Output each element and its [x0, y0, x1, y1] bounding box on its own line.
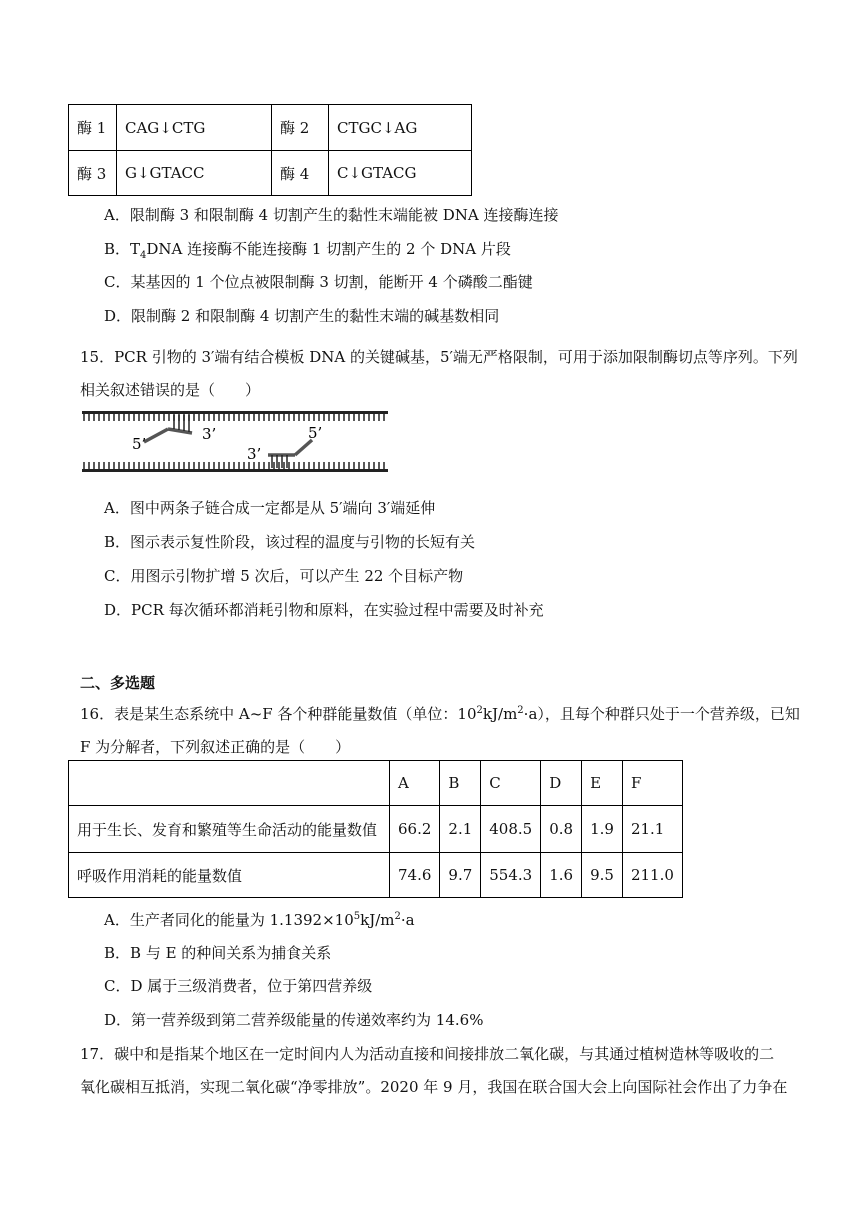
- q16-option-a-pre: A．生产者同化的能量为 1.1392×10: [104, 911, 354, 929]
- q14-option-b-sub: 4: [140, 250, 147, 261]
- q16-option-c: C．D 属于三级消费者，位于第四营养级: [104, 977, 373, 995]
- bottom-template-strand: [82, 462, 388, 472]
- energy-row1-e: 1.9: [582, 806, 623, 853]
- q16-option-d: D．第一营养级到第二营养级能量的传递效率约为 14.6%: [104, 1011, 484, 1029]
- enzyme-1-name: 酶 1: [69, 105, 117, 151]
- energy-table: [68, 760, 683, 898]
- energy-header-f: F: [622, 761, 682, 806]
- section2-title: 二、多选题: [80, 674, 156, 692]
- energy-row1-d: 0.8: [541, 806, 582, 853]
- q16-option-a-sup: 5: [353, 911, 361, 922]
- energy-row2-label: 呼吸作用消耗的能量数值: [69, 853, 390, 898]
- table-row: [69, 853, 683, 898]
- energy-row2-c: 554.3: [481, 853, 541, 898]
- energy-row2-e: 9.5: [582, 853, 623, 898]
- energy-header-blank: [69, 761, 390, 806]
- energy-row1-b: 2.1: [440, 806, 481, 853]
- q16-stem-pre: 16．表是某生态系统中 A~F 各个种群能量数值（单位：10: [80, 705, 477, 723]
- energy-row2-f: 211.0: [622, 853, 682, 898]
- q15-option-d: D．PCR 每次循环都消耗引物和原料，在实验过程中需要及时补充: [104, 601, 544, 619]
- pcr-figure: [80, 407, 390, 477]
- energy-row1-c: 408.5: [481, 806, 541, 853]
- q16-stem-line1: [80, 703, 800, 724]
- energy-table-header: [69, 761, 683, 806]
- enzyme-2-name: 酶 2: [272, 105, 329, 151]
- q16-stem-post: ·a），且每个种群只处于一个营养级，已知: [523, 705, 800, 723]
- enzyme-1-site: CAG↓CTG: [117, 105, 272, 151]
- energy-header-d: D: [541, 761, 582, 806]
- q14-option-a: A．限制酶 3 和限制酶 4 切割产生的黏性末端能被 DNA 连接酶连接: [104, 206, 559, 224]
- q14-option-d: D．限制酶 2 和限制酶 4 切割产生的黏性末端的碱基数相同: [104, 307, 500, 325]
- energy-row1-f: 21.1: [622, 806, 682, 853]
- top-primer: [144, 415, 192, 442]
- q17-line1: 17．碳中和是指某个地区在一定时间内人为活动直接和间接排放二氧化碳，与其通过植树造林等吸收的二: [80, 1045, 775, 1063]
- energy-row1-label: 用于生长、发育和繁殖等生命活动的能量数值: [69, 806, 390, 853]
- q14-option-b-pre: B．T: [104, 240, 141, 258]
- q16-stem-line2: F 为分解者，下列叙述正确的是（ ）: [80, 738, 351, 756]
- energy-row2-b: 9.7: [440, 853, 481, 898]
- enzyme-4-name: 酶 4: [272, 151, 329, 196]
- q15-option-c: C．用图示引物扩增 5 次后，可以产生 22 个目标产物: [104, 567, 464, 585]
- label-5-top: 5’: [132, 435, 147, 453]
- q14-option-c: C．某基因的 1 个位点被限制酶 3 切割，能断开 4 个磷酸二酯键: [104, 273, 533, 291]
- label-3-top: 3’: [202, 425, 217, 443]
- q14-option-b-post: DNA 连接酶不能连接酶 1 切割产生的 2 个 DNA 片段: [146, 240, 511, 258]
- q15-option-a: A．图中两条子链合成一定都是从 5′端向 3′端延伸: [104, 499, 436, 517]
- q15-stem-line1: 15．PCR 引物的 3′端有结合模板 DNA 的关键碱基，5′端无严格限制，可用于添加限制酶切点等序列。下列: [80, 348, 798, 366]
- top-template-strand: [82, 411, 388, 421]
- q17-line2: 氧化碳相互抵消，实现二氧化碳“净零排放”。2020 年 9 月，我国在联合国大会上向国际社会作出了力争在: [80, 1078, 788, 1096]
- energy-header-b: B: [440, 761, 481, 806]
- energy-header-a: A: [390, 761, 440, 806]
- q15-stem-line2: 相关叙述错误的是（ ）: [80, 381, 261, 399]
- energy-row1-a: 66.2: [390, 806, 440, 853]
- q16-option-a-post: ·a: [400, 911, 415, 929]
- label-3-bottom: 3’: [247, 445, 262, 463]
- label-5-bottom: 5’: [308, 424, 323, 442]
- q14-option-b: [104, 238, 511, 261]
- energy-row2-d: 1.6: [541, 853, 582, 898]
- q16-option-a-sup2: 2: [394, 911, 401, 922]
- q16-stem-sup2: 2: [517, 705, 524, 716]
- enzyme-3-name: 酶 3: [69, 151, 117, 196]
- energy-row2-a: 74.6: [390, 853, 440, 898]
- enzyme-3-site: G↓GTACC: [117, 151, 272, 196]
- enzyme-table: [68, 104, 472, 196]
- q16-stem-mid: kJ/m: [482, 705, 518, 723]
- enzyme-2-site: CTGC↓AG: [329, 105, 472, 151]
- q16-option-b: B．B 与 E 的种间关系为捕食关系: [104, 944, 332, 962]
- q16-option-a-mid: kJ/m: [360, 911, 395, 929]
- energy-header-c: C: [481, 761, 541, 806]
- q16-stem-sup: 2: [476, 705, 483, 716]
- table-row: [69, 806, 683, 853]
- enzyme-4-site: C↓GTACG: [329, 151, 472, 196]
- q15-option-b: B．图示表示复性阶段，该过程的温度与引物的长短有关: [104, 533, 476, 551]
- energy-header-e: E: [582, 761, 623, 806]
- q16-option-a: [104, 909, 415, 930]
